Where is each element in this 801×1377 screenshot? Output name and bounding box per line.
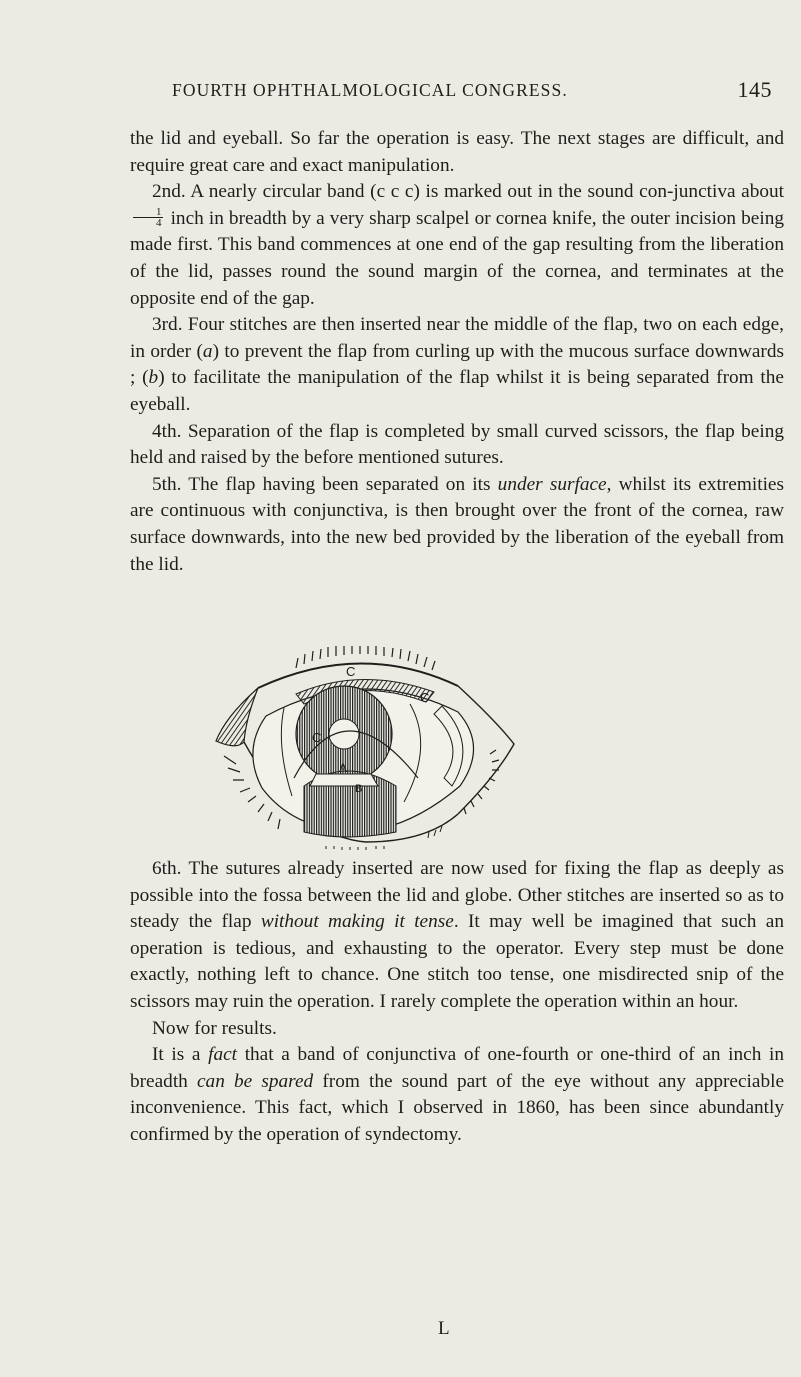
eye-operation-figure [196,646,531,856]
italic-run: b [148,367,159,389]
paragraph-p6 [130,856,784,1016]
paragraph-p3 [130,312,784,418]
paragraph-p5 [130,472,784,578]
label-c-left: C [312,730,322,745]
paragraph-p1 [130,126,784,179]
italic-run: under surface [497,473,607,495]
running-head: FOURTH OPHTHALMOLOGICAL CONGRESS. [172,80,568,100]
text-run: Now for results. [152,1017,277,1039]
italic-run: a [202,340,213,362]
page-header [172,77,772,110]
text-run: . It may well be imagined that such an operation is tedious, and exhausting to the operator. Every step must be done exactly, nothing left to chance. One stitch too tense, one misdirected snip of the scissors may ruin the operation. I rarely complete the operation within an hour. [130,911,784,1012]
left-lid-fold [216,688,258,746]
label-c-right: C [420,690,430,705]
label-c-top: C [346,664,356,679]
text-run: It is a [152,1044,209,1066]
text-run: 3rd. Four stitches are then inserted near the middle of the flap, two on each edge, in order ( [130,314,784,362]
body-text-bottom [130,856,784,1149]
italic-run: without making it tense [260,911,454,933]
eye-diagram [196,646,531,856]
paragraph-p8 [130,1042,784,1148]
signature-mark: L [438,1318,450,1339]
fraction [133,207,163,228]
body-text-top [130,126,784,578]
label-b: B [355,783,363,795]
page-number: 145 [737,77,772,102]
text-run: 6th. The sutures already inserted are now used for fixing the flap as deeply as possible into the fossa between the lid and globe. Other stitches are inserted so as to steady the flap [130,858,784,933]
text-run: ) to facilitate the manipulation of the flap whilst it is being separated from the eyeball. [130,367,784,415]
paragraph-p2 [130,179,784,312]
text-run: 2nd. A nearly circular band (c c c) is marked out in the sound con-junctiva about [152,181,784,203]
text-run: ) to prevent the flap from curling up with the mucous surface downwards ; ( [130,340,784,389]
text-run: from the sound part of the eye without any appreciable inconvenience. This fact, which I observed in 1860, has been since abundantly confirmed by the operation of syndectomy. [130,1070,784,1145]
label-a: A [339,761,348,775]
fraction-numerator: 1 [133,207,163,218]
paragraph-p4 [130,419,784,472]
text-run: inch in breadth by a very sharp scalpel or cornea knife, the outer incision being made first. This band commences at one end of the gap resulting from the liberation of the lid, passes round the sound margin of the cornea, and terminates at the opposite end of the gap. [130,207,784,309]
text-run: the lid and eyeball. So far the operation is easy. The next stages are difficult, and require great care and exact manipulation. [130,128,784,176]
italic-run: fact [208,1044,238,1066]
text-run: , whilst its extremities are continuous with conjunctiva, is then brought over the front of the cornea, raw surface downwards, into the new bed provided by the liberation of the eyeball from the lid. [130,473,784,575]
fraction-denominator: 4 [156,216,162,229]
italic-run: can be spared [197,1070,314,1092]
paragraph-p7 [130,1016,784,1043]
text-run: 5th. The flap having been separated on its [152,473,498,495]
text-run: that a band of conjunctiva of one-fourth or one-third of an inch in breadth [130,1044,784,1092]
text-run: 4th. Separation of the flap is completed by small curved scissors, the flap being held and raised by the before mentioned sutures. [130,420,784,469]
